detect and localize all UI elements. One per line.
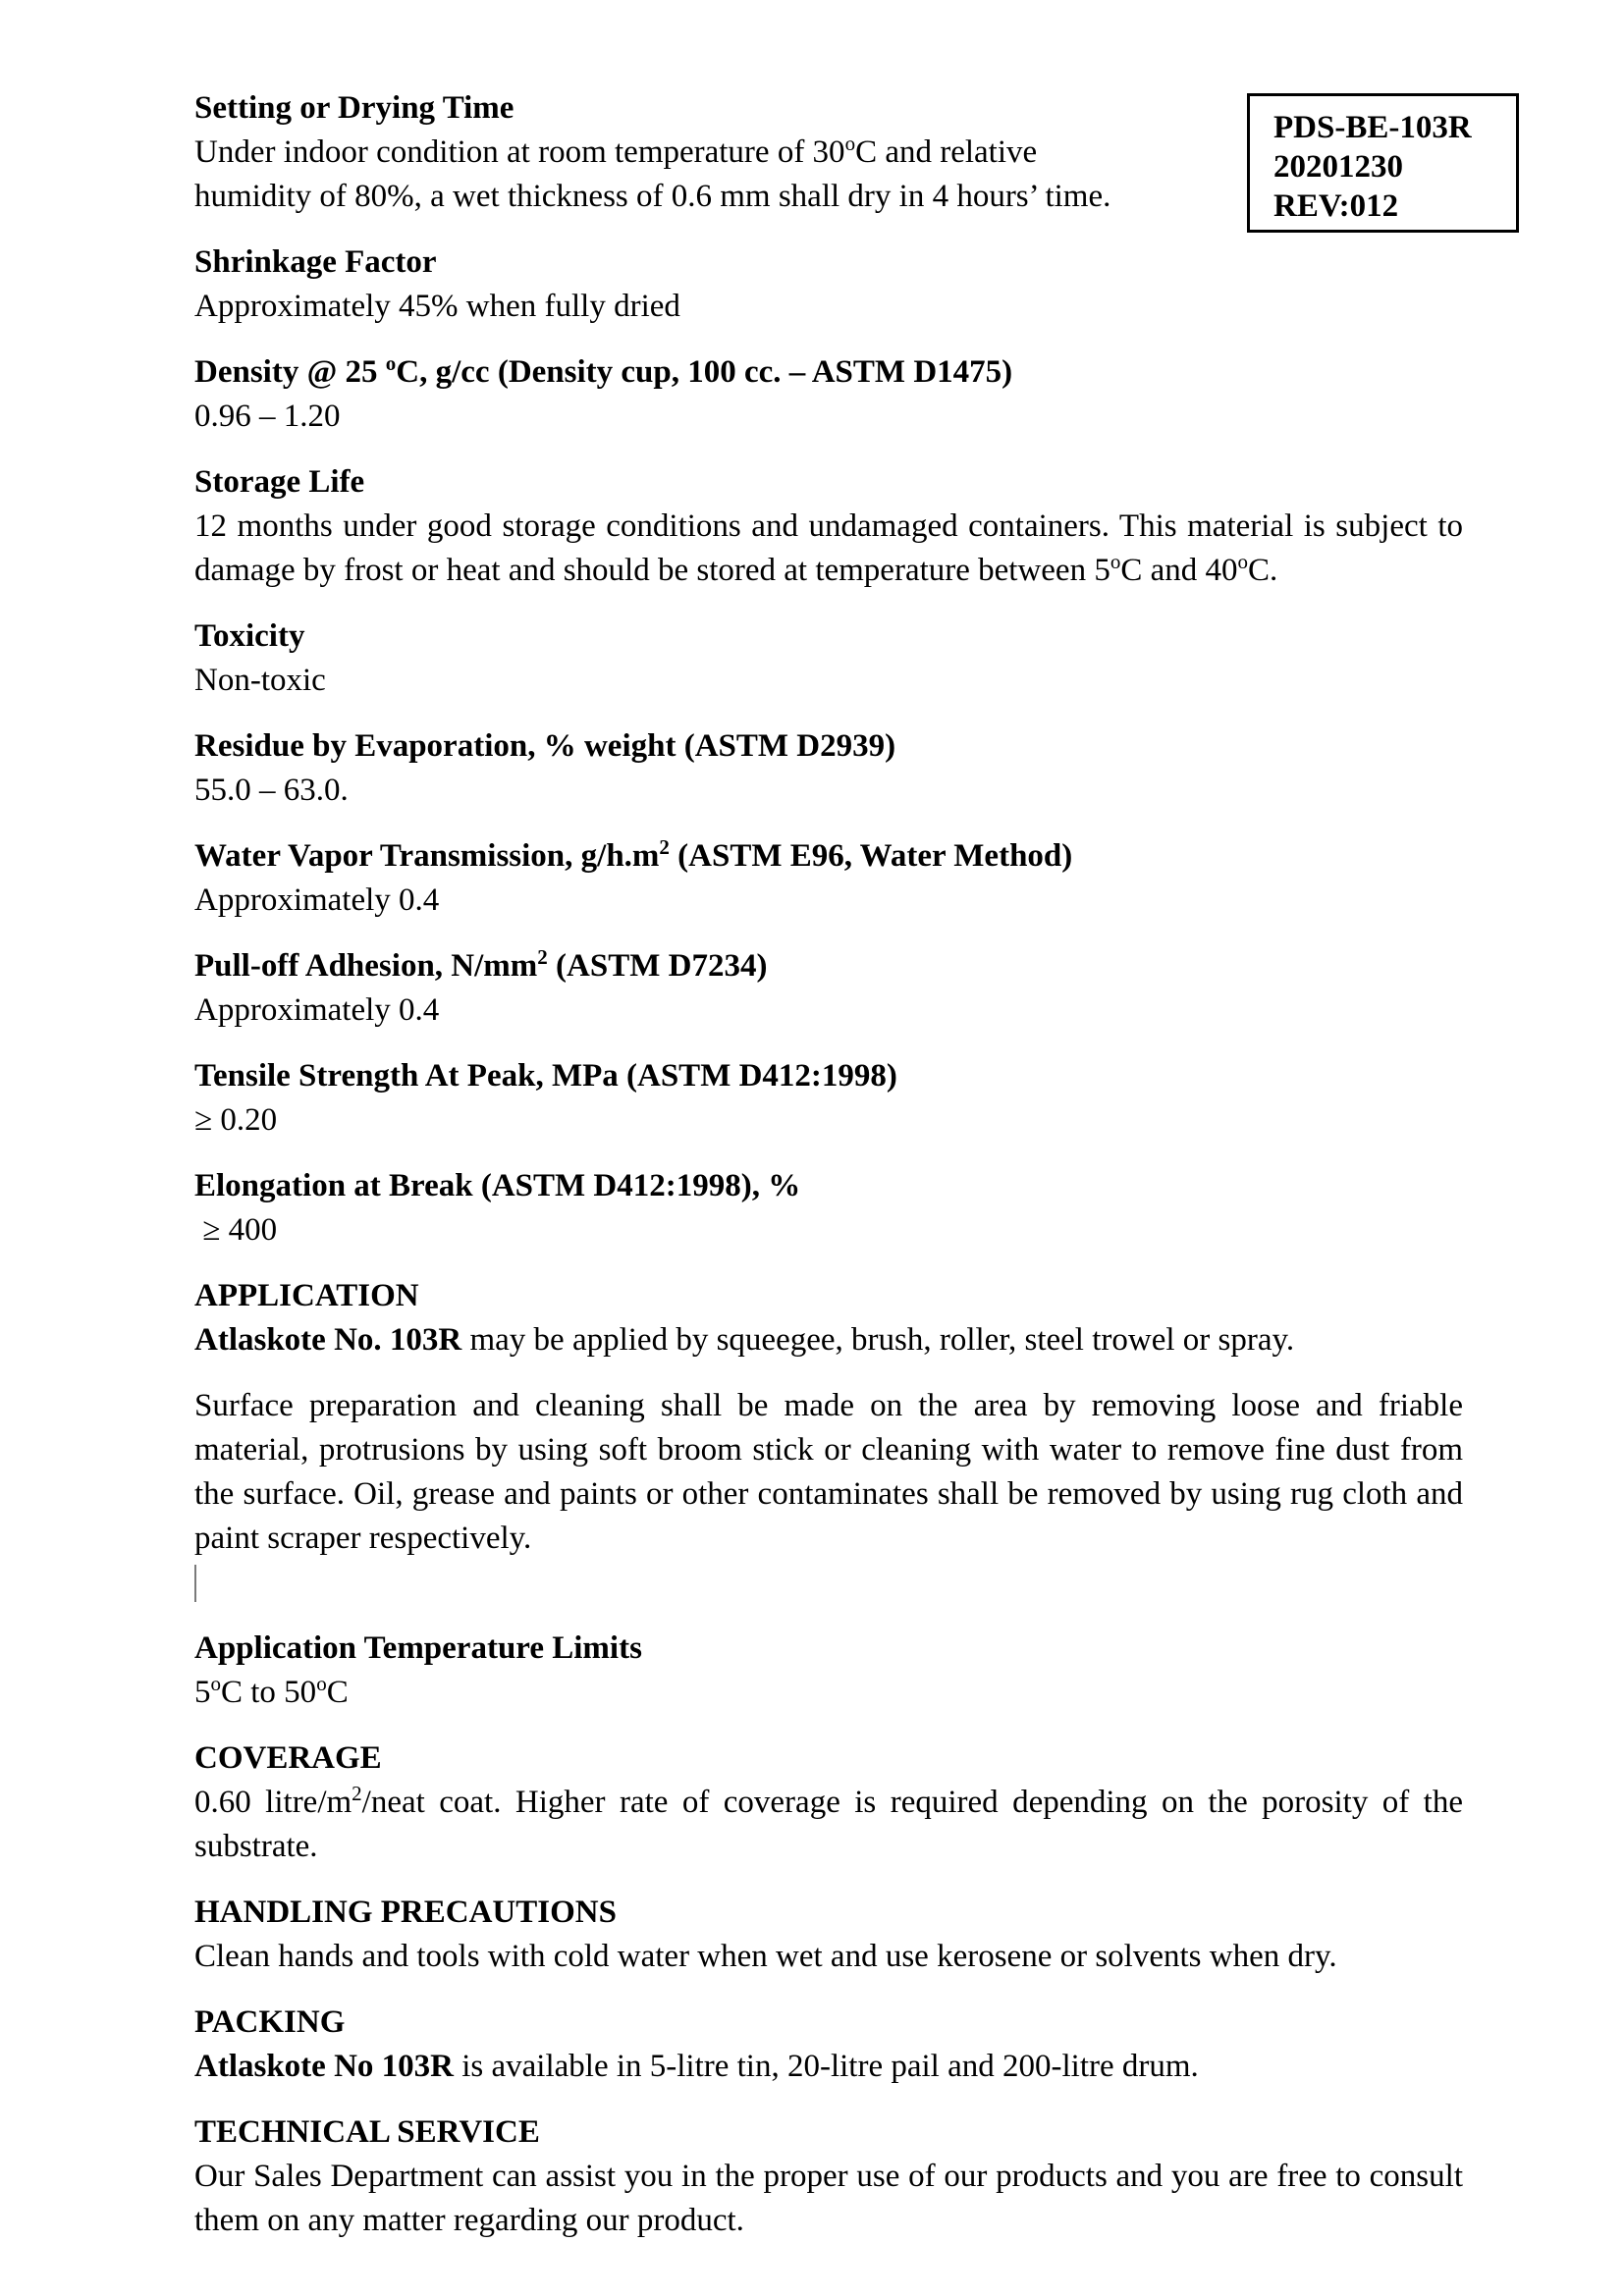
section-density bbox=[194, 350, 1463, 439]
text-run: Density @ 25 bbox=[194, 354, 386, 390]
paragraph bbox=[194, 2045, 1463, 2089]
text-run: is available in 5-litre tin, 20-litre pail and 200-litre drum. bbox=[453, 2049, 1199, 2084]
reference-line-code: PDS-BE-103R bbox=[1273, 110, 1472, 145]
text-run: C and relative bbox=[855, 134, 1038, 170]
text-run: Residue by Evaporation, % weight (ASTM D2939) bbox=[194, 728, 896, 764]
text-run: Under indoor condition at room temperature of 30 bbox=[194, 134, 845, 170]
text-run: Pull-off Adhesion, N/mm bbox=[194, 948, 538, 984]
section-water-vapor-transmission bbox=[194, 834, 1463, 923]
text-run: Tensile Strength At Peak, MPa (ASTM D412:1998) bbox=[194, 1058, 897, 1094]
text-run: APPLICATION bbox=[194, 1278, 419, 1313]
paragraph bbox=[194, 1671, 1463, 1715]
text-run: ≥ 0.20 bbox=[194, 1102, 278, 1138]
paragraph bbox=[194, 988, 1463, 1033]
section-heading bbox=[194, 1164, 1463, 1208]
section-heading bbox=[194, 944, 1463, 988]
text-run: Atlaskote No. 103R bbox=[194, 1322, 462, 1358]
text-run: Elongation at Break (ASTM D412:1998), % bbox=[194, 1168, 801, 1203]
reference-line-revision: REV:012 bbox=[1273, 188, 1399, 224]
section-heading bbox=[194, 350, 1463, 395]
section-heading bbox=[194, 1054, 1463, 1098]
section-storage-life bbox=[194, 460, 1463, 593]
text-run: may be applied by squeegee, brush, roller, steel trowel or spray. bbox=[461, 1322, 1295, 1358]
document-content bbox=[194, 86, 1463, 2265]
text-run: 2 bbox=[352, 1782, 362, 1805]
section-packing bbox=[194, 2001, 1463, 2089]
section-toxicity bbox=[194, 614, 1463, 703]
paragraph bbox=[194, 395, 1463, 439]
text-run: C to 50 bbox=[221, 1675, 317, 1710]
text-run: o bbox=[385, 351, 397, 375]
section-pull-off-adhesion bbox=[194, 944, 1463, 1033]
text-run: 0.60 litre/m bbox=[194, 1785, 352, 1820]
section-handling-precautions bbox=[194, 1891, 1463, 1979]
text-run: (ASTM E96, Water Method) bbox=[669, 838, 1073, 874]
paragraph bbox=[194, 285, 1463, 329]
text-run: 12 months under good storage conditions and undamaged containers. This material is subject to damage by frost or heat and should be stored at temperature between 5 bbox=[194, 508, 1463, 588]
empty-line bbox=[194, 1561, 1463, 1605]
section-technical-service bbox=[194, 2110, 1463, 2243]
text-run: (ASTM D7234) bbox=[547, 948, 768, 984]
text-run: C bbox=[326, 1675, 349, 1710]
text-run: ≥ 400 bbox=[194, 1212, 278, 1248]
paragraph bbox=[194, 1318, 1463, 1362]
section-heading bbox=[194, 240, 1463, 285]
paragraph bbox=[194, 1098, 1463, 1143]
section-heading bbox=[194, 2001, 1463, 2045]
text-run: Storage Life bbox=[194, 464, 365, 500]
section-elongation-at-break bbox=[194, 1164, 1463, 1253]
text-run: C and 40 bbox=[1120, 553, 1238, 588]
section-heading bbox=[194, 724, 1463, 769]
text-run: HANDLING PRECAUTIONS bbox=[194, 1895, 617, 1930]
section-application-temperature-limits bbox=[194, 1627, 1463, 1715]
section-heading bbox=[194, 2110, 1463, 2155]
section-tensile-strength bbox=[194, 1054, 1463, 1143]
paragraph bbox=[194, 505, 1463, 593]
text-run: 2 bbox=[659, 835, 670, 859]
reference-line-date: 20201230 bbox=[1273, 149, 1403, 185]
text-run: Water Vapor Transmission, g/h.m bbox=[194, 838, 660, 874]
paragraph bbox=[194, 659, 1463, 703]
section-heading bbox=[194, 1891, 1463, 1935]
section-setting-or-drying-time bbox=[194, 86, 1463, 219]
section-shrinkage-factor bbox=[194, 240, 1463, 329]
paragraph bbox=[194, 131, 1463, 219]
text-run: o bbox=[1110, 550, 1121, 573]
text-run: humidity of 80%, a wet thickness of 0.6 mm shall dry in 4 hours’ time. bbox=[194, 179, 1111, 214]
text-run: Application Temperature Limits bbox=[194, 1630, 642, 1666]
paragraph bbox=[194, 1384, 1463, 1561]
text-run: Atlaskote No 103R bbox=[194, 2049, 454, 2084]
text-run: COVERAGE bbox=[194, 1740, 382, 1776]
text-run: TECHNICAL SERVICE bbox=[194, 2114, 540, 2150]
text-run: Approximately 45% when fully dried bbox=[194, 289, 680, 324]
section-heading bbox=[194, 1274, 1463, 1318]
section-heading bbox=[194, 1627, 1463, 1671]
section-heading bbox=[194, 834, 1463, 879]
text-run: Approximately 0.4 bbox=[194, 882, 440, 918]
text-run: C, g/cc (Density cup, 100 cc. – ASTM D1475) bbox=[396, 354, 1013, 390]
text-cursor bbox=[194, 1565, 196, 1602]
paragraph bbox=[194, 1208, 1463, 1253]
section-heading bbox=[194, 460, 1463, 505]
text-run: C. bbox=[1248, 553, 1278, 588]
text-run: 0.96 – 1.20 bbox=[194, 399, 341, 434]
text-run: Setting or Drying Time bbox=[194, 90, 514, 126]
text-run: 5 bbox=[194, 1675, 211, 1710]
text-run: o bbox=[316, 1672, 327, 1695]
paragraph bbox=[194, 879, 1463, 923]
text-run: /neat coat. Higher rate of coverage is required depending on the porosity of the substrate. bbox=[194, 1785, 1464, 1864]
text-run: Shrinkage Factor bbox=[194, 244, 437, 280]
text-run: o bbox=[844, 132, 856, 155]
text-run: Surface preparation and cleaning shall be made on the area by removing loose and friable material, protrusions by using soft broom stick or cleaning with water to remove fine dust from the surface. Oil, grease and paints or other contaminates shall be removed by using rug cloth and paint scraper respectively. bbox=[194, 1388, 1463, 1556]
section-residue-by-evaporation bbox=[194, 724, 1463, 813]
text-run: Toxicity bbox=[194, 618, 305, 654]
text-run: Non-toxic bbox=[194, 663, 326, 698]
text-run: o bbox=[210, 1672, 221, 1695]
section-coverage bbox=[194, 1736, 1463, 1869]
section-application bbox=[194, 1274, 1463, 1362]
text-run: PACKING bbox=[194, 2004, 346, 2040]
section-heading bbox=[194, 1736, 1463, 1781]
section-heading bbox=[194, 614, 1463, 659]
section-heading bbox=[194, 86, 1463, 131]
text-run: Our Sales Department can assist you in the proper use of our products and you are free to consult them on any matter regarding our product. bbox=[194, 2159, 1463, 2238]
text-run: o bbox=[1237, 550, 1249, 573]
paragraph bbox=[194, 2155, 1463, 2243]
paragraph bbox=[194, 769, 1463, 813]
paragraph bbox=[194, 1935, 1463, 1979]
text-run: Approximately 0.4 bbox=[194, 992, 440, 1028]
text-run: 55.0 – 63.0. bbox=[194, 773, 349, 808]
paragraph bbox=[194, 1781, 1463, 1869]
section-surface-preparation bbox=[194, 1384, 1463, 1605]
text-run: Clean hands and tools with cold water when wet and use kerosene or solvents when dry. bbox=[194, 1939, 1337, 1974]
text-run: 2 bbox=[537, 945, 548, 969]
